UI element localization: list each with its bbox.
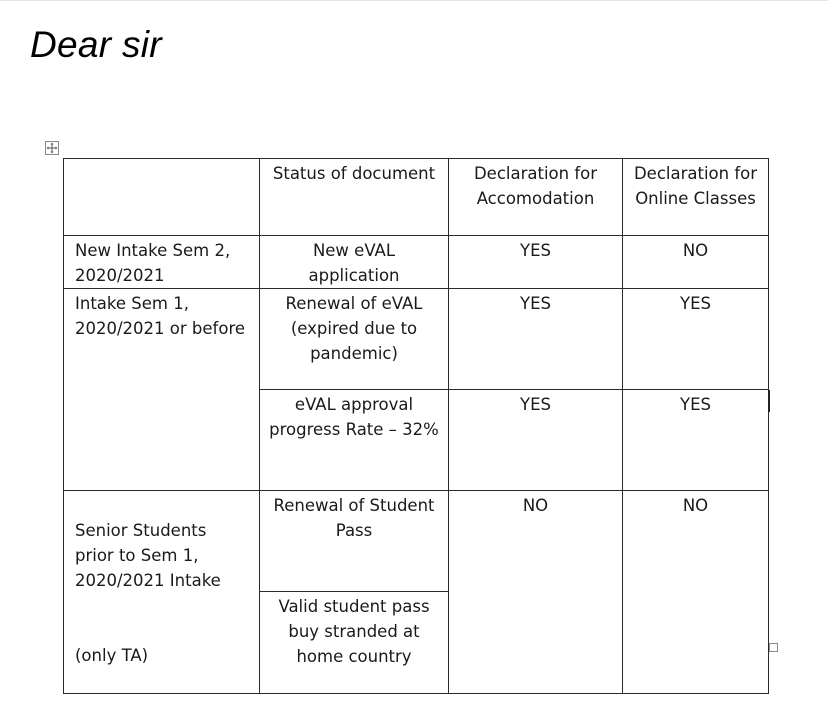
online-classes-cell: NO: [623, 491, 769, 694]
category-note: (only TA): [75, 646, 149, 665]
text-cursor: [768, 390, 770, 412]
category-text: Senior Students prior to Sem 1, 2020/2021 Intake: [75, 521, 221, 590]
category-cell: New Intake Sem 2, 2020/2021: [64, 236, 260, 289]
online-classes-cell: NO: [623, 236, 769, 289]
header-declaration-accommodation: Declaration for Accomodation: [449, 159, 623, 236]
online-classes-cell: YES: [623, 390, 769, 491]
category-cell: Intake Sem 1, 2020/2021 or before: [64, 289, 260, 491]
table-row: [64, 236, 769, 289]
status-cell: New eVAL application: [260, 236, 449, 289]
accommodation-cell: YES: [449, 289, 623, 390]
online-classes-cell: YES: [623, 289, 769, 390]
top-divider: [0, 0, 828, 1]
table-header-row: [64, 159, 769, 236]
status-cell: Valid student pass buy stranded at home country: [260, 591, 449, 693]
table-row: [64, 289, 769, 390]
header-status-of-document: Status of document: [260, 159, 449, 236]
accommodation-cell: YES: [449, 236, 623, 289]
header-empty-cell: [64, 159, 260, 236]
status-cell: Renewal of eVAL (expired due to pandemic): [260, 289, 449, 390]
category-cell: [64, 491, 260, 694]
document-table: [63, 158, 769, 694]
greeting-heading: Dear sir: [30, 24, 162, 65]
table-row: [64, 491, 769, 592]
table-move-handle-icon[interactable]: [45, 141, 59, 155]
accommodation-cell: NO: [449, 491, 623, 694]
status-cell: eVAL approval progress Rate – 32%: [260, 390, 449, 491]
header-declaration-online-classes: Declaration for Online Classes: [623, 159, 769, 236]
status-cell: Renewal of Student Pass: [260, 491, 449, 592]
accommodation-cell: YES: [449, 390, 623, 491]
table-resize-handle-icon[interactable]: [769, 643, 778, 652]
